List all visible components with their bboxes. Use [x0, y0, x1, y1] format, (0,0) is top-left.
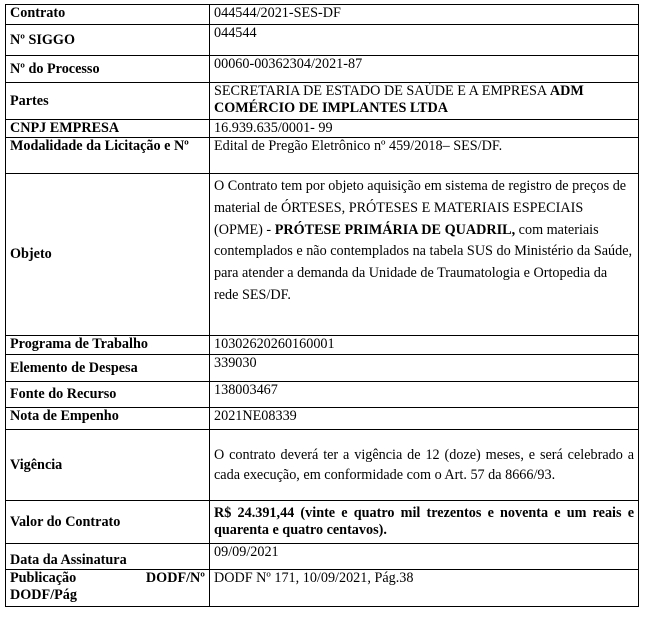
- value-elemento: 339030: [210, 355, 639, 382]
- row-elemento: [6, 355, 639, 382]
- label-objeto: Objeto: [6, 174, 210, 336]
- value-contrato: 044544/2021-SES-DF: [210, 5, 639, 25]
- value-data: 09/09/2021: [210, 544, 639, 570]
- publicacao-label-right: DODF/Nº: [145, 570, 205, 586]
- row-data: [6, 544, 639, 570]
- row-valor: [6, 501, 639, 544]
- row-partes: [6, 83, 639, 120]
- value-vigencia: O contrato deverá ter a vigência de 12 (doze) meses, e será celebrado a cada execução, em conformidade com o Art. 57 da 8666/93.: [210, 430, 639, 501]
- row-processo: [6, 56, 639, 83]
- row-publicacao: [6, 570, 639, 607]
- label-cnpj: CNPJ EMPRESA: [6, 120, 210, 138]
- label-elemento: Elemento de Despesa: [6, 355, 210, 382]
- row-programa: [6, 336, 639, 355]
- label-publicacao: [6, 570, 210, 607]
- label-data: Data da Assinatura: [6, 544, 210, 570]
- value-processo: 00060-00362304/2021-87: [210, 56, 639, 83]
- value-partes: [210, 83, 639, 120]
- objeto-part1: O Contrato tem por objeto aquisição em sistema de registro de preços de material de ÓRTESES, PRÓTESES E MATERIAIS ESPECIAIS (OPME) -: [214, 178, 627, 238]
- partes-plain: SECRETARIA DE ESTADO DE SAÚDE E A EMPRESA: [214, 83, 550, 99]
- row-contrato: [6, 5, 639, 25]
- value-siggo: 044544: [210, 25, 639, 56]
- label-programa: Programa de Trabalho: [6, 336, 210, 355]
- label-siggo: Nº SIGGO: [6, 25, 210, 56]
- value-empenho: 2021NE08339: [210, 408, 639, 430]
- row-empenho: [6, 408, 639, 430]
- row-cnpj: [6, 120, 639, 138]
- label-contrato: Contrato: [6, 5, 210, 25]
- value-objeto: [210, 174, 639, 336]
- value-programa: 10302620260160001: [210, 336, 639, 355]
- publicacao-label-left: Publicação: [10, 570, 77, 586]
- label-valor: Valor do Contrato: [6, 501, 210, 544]
- label-modalidade: Modalidade da Licitação e Nº: [6, 138, 210, 174]
- value-cnpj: 16.939.635/0001- 99: [210, 120, 639, 138]
- value-modalidade: Edital de Pregão Eletrônico nº 459/2018– SES/DF.: [210, 138, 639, 174]
- row-fonte: [6, 382, 639, 408]
- publicacao-label-line2: DODF/Pág: [10, 587, 77, 603]
- value-publicacao: DODF Nº 171, 10/09/2021, Pág.38: [210, 570, 639, 607]
- row-objeto: [6, 174, 639, 336]
- label-empenho: Nota de Empenho: [6, 408, 210, 430]
- label-processo: Nº do Processo: [6, 56, 210, 83]
- label-vigencia: Vigência: [6, 430, 210, 501]
- value-fonte: 138003467: [210, 382, 639, 408]
- contract-table: [5, 4, 639, 607]
- partes-empresa: ADM COMÉRCIO DE IMPLANTES LTDA: [214, 83, 584, 116]
- label-fonte: Fonte do Recurso: [6, 382, 210, 408]
- row-vigencia: [6, 430, 639, 501]
- row-siggo: [6, 25, 639, 56]
- label-partes: Partes: [6, 83, 210, 120]
- row-modalidade: [6, 138, 639, 174]
- objeto-part2: com materiais contemplados e não contemplados na tabela SUS do Ministério da Saúde, para atender a demanda da Unidade de Traumatologia e Ortopedia da rede SES/DF.: [214, 221, 633, 303]
- objeto-bold: PRÓTESE PRIMÁRIA DE QUADRIL,: [274, 221, 516, 238]
- value-valor: R$ 24.391,44 (vinte e quatro mil trezentos e noventa e um reais e quarenta e quatro centavos).: [210, 501, 639, 544]
